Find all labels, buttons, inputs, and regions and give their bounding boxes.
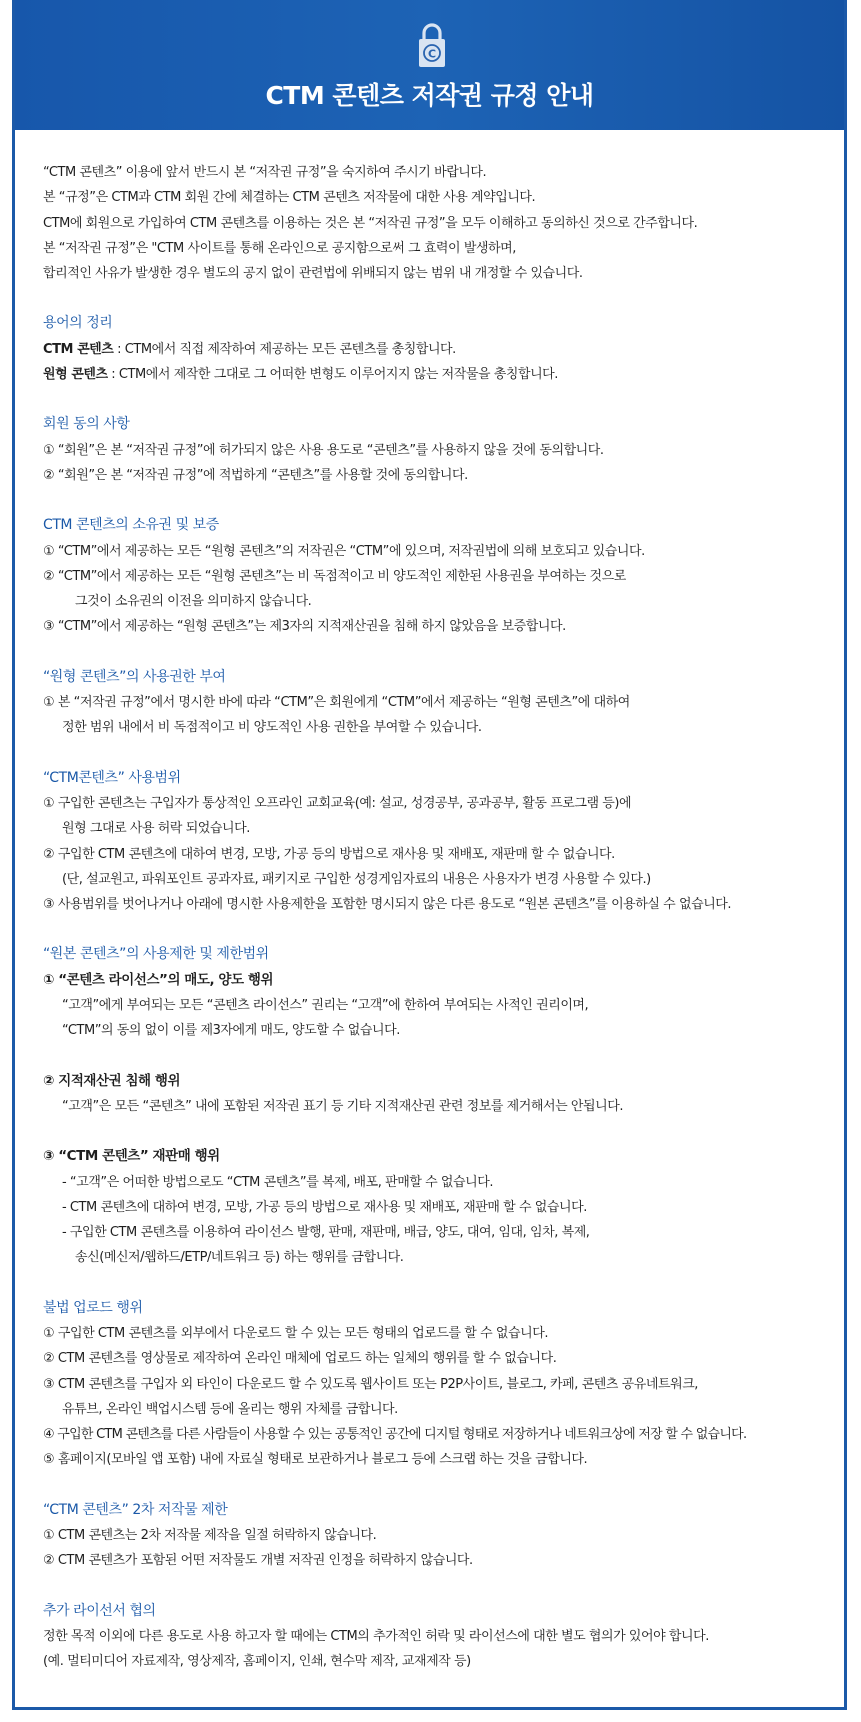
- scope-line: 원형 그대로 사용 허락 되었습니다.: [62, 821, 250, 837]
- scope-line: ③ 사용범위를 벗어나거나 아래에 명시한 사용제한을 포함한 명시되지 않은 다른 용도로 “원본 콘텐츠”를 이용하실 수 없습니다.: [43, 897, 732, 913]
- scope-line: ② 구입한 CTM 콘텐츠에 대하여 변경, 모방, 가공 등의 방법으로 재사용 및 재배포, 재판매 할 수 없습니다.: [43, 846, 615, 862]
- restrict-subheading: [43, 1144, 843, 1169]
- ownership-line: ② “CTM”에서 제공하는 모든 “원형 콘텐츠”는 비 독점적이고 비 양도적인 제한된 사용권을 부여하는 것으로: [43, 568, 626, 584]
- intro-line: 합리적인 사유가 발생한 경우 별도의 공지 없이 관련법에 위배되지 않는 범위 내 개정할 수 있습니다.: [43, 266, 583, 282]
- ownership-line: 그것이 소유권의 이전을 의미하지 않습니다.: [75, 594, 312, 610]
- ownership-line: ① “CTM”에서 제공하는 모든 “원형 콘텐츠”의 저작권은 “CTM”에 있으며, 저작권법에 의해 보호되고 있습니다.: [43, 543, 645, 559]
- intro-line: 본 “저작권 규정”은 "CTM 사이트를 통해 온라인으로 공지함으로써 그 효력이 발생하며,: [43, 240, 516, 256]
- upload-line: ③ CTM 콘텐츠를 구입자 외 타인이 다운로드 할 수 있도록 웹사이트 또는 P2P사이트, 블로그, 카페, 콘텐츠 공유네트워크,: [43, 1376, 698, 1392]
- license-line: (예. 멀티미디어 자료제작, 영상제작, 홈페이지, 인쇄, 현수막 제작, 교재제작 등): [43, 1654, 471, 1670]
- term-ctm: [43, 337, 843, 362]
- page-frame: [12, 0, 847, 1710]
- grant-line: 정한 범위 내에서 비 독점적이고 비 양도적인 사용 권한을 부여할 수 있습니다.: [62, 720, 482, 736]
- upload-line: ② CTM 콘텐츠를 영상물로 제작하여 온라인 매체에 업로드 하는 일체의 행위를 할 수 없습니다.: [43, 1351, 557, 1367]
- lock-copyright-icon: [417, 20, 447, 70]
- term-text: : CTM에서 제작한 그대로 그 어떠한 변형도 이루어지지 않는 저작물을 총칭합니다.: [107, 367, 558, 383]
- restrict-sub-title: 지적재산권 침해 행위: [58, 1072, 181, 1089]
- header-banner: [15, 0, 844, 130]
- section-heading-scope: “CTM콘텐츠” 사용범위: [43, 769, 181, 786]
- upload-line: ① 구입한 CTM 콘텐츠를 외부에서 다운로드 할 수 있는 모든 형태의 업로드를 할 수 없습니다.: [43, 1325, 548, 1341]
- term-original: [43, 362, 843, 387]
- section-heading-upload: 불법 업로드 행위: [43, 1299, 143, 1316]
- svg-text:C: C: [427, 47, 437, 61]
- page-title: CTM 콘텐츠 저작권 규정 안내: [265, 81, 594, 110]
- upload-line: ④ 구입한 CTM 콘텐츠를 다른 사람들이 사용할 수 있는 공통적인 공간에 디지털 형태로 저장하거나 네트워크상에 저장 할 수 없습니다.: [43, 1427, 747, 1443]
- consent-line: ① “회원”은 본 “저작권 규정”에 허가되지 않은 사용 용도로 “콘텐츠”를 사용하지 않을 것에 동의합니다.: [43, 442, 604, 458]
- restrict-line: 송신(메신저/웹하드/ETP/네트워크 등) 하는 행위를 금합니다.: [75, 1250, 404, 1266]
- restrict-sub-num: ②: [43, 1072, 59, 1089]
- section-heading-license: 추가 라이선서 협의: [43, 1602, 156, 1619]
- restrict-line: - CTM 콘텐츠에 대하여 변경, 모방, 가공 등의 방법으로 재사용 및 재배포, 재판매 할 수 없습니다.: [62, 1199, 587, 1215]
- restrict-sub-num: ①: [43, 971, 59, 988]
- document-body: [43, 160, 843, 1675]
- restrict-line: “고객”에게 부여되는 모든 “콘텐츠 라이선스” 권리는 “고객”에 한하여 부여되는 사적인 권리이며,: [62, 998, 589, 1014]
- section-heading-derivative: “CTM 콘텐츠” 2차 저작물 제한: [43, 1501, 228, 1518]
- ownership-line: ③ “CTM”에서 제공하는 “원형 콘텐츠”는 제3자의 지적재산권을 침해 하지 않았음을 보증합니다.: [43, 619, 566, 635]
- section-heading-restrict: “원본 콘텐츠”의 사용제한 및 제한범위: [43, 946, 269, 963]
- section-heading-terms: 용어의 정리: [43, 315, 113, 332]
- intro-line: CTM에 회원으로 가입하여 CTM 콘텐츠를 이용하는 것은 본 “저작권 규정”을 모두 이해하고 동의하신 것으로 간주합니다.: [43, 215, 698, 231]
- upload-line: 유튜브, 온라인 백업시스템 등에 올리는 행위 자체를 금합니다.: [62, 1401, 398, 1417]
- section-heading-consent: 회원 동의 사항: [43, 416, 130, 433]
- restrict-line: - “고객”은 어떠한 방법으로도 “CTM 콘텐츠”를 복제, 배포, 판매할 수 없습니다.: [62, 1174, 494, 1190]
- restrict-subheading: [43, 1069, 843, 1094]
- section-heading-ownership: CTM 콘텐츠의 소유권 및 보증: [43, 517, 219, 534]
- upload-line: ⑤ 홈페이지(모바일 앱 포함) 내에 자료실 형태로 보관하거나 블로그 등에 스크랩 하는 것을 금합니다.: [43, 1452, 588, 1468]
- restrict-sub-title: “CTM 콘텐츠” 재판매 행위: [58, 1148, 220, 1165]
- scope-line: ① 구입한 콘텐츠는 구입자가 통상적인 오프라인 교회교육(예: 설교, 성경공부, 공과공부, 활동 프로그램 등)에: [43, 795, 632, 811]
- section-heading-grant: “원형 콘텐츠”의 사용권한 부여: [43, 668, 226, 685]
- intro-line: 본 “규정”은 CTM과 CTM 회원 간에 체결하는 CTM 콘텐츠 저작물에 대한 사용 계약입니다.: [43, 190, 536, 206]
- scope-line: (단, 설교원고, 파워포인트 공과자료, 패키지로 구입한 성경게임자료의 내용은 사용자가 변경 사용할 수 있다.): [62, 871, 651, 887]
- license-line: 정한 목적 이외에 다른 용도로 사용 하고자 할 때에는 CTM의 추가적인 허락 및 라이선스에 대한 별도 협의가 있어야 합니다.: [43, 1628, 709, 1644]
- grant-line: ① 본 “저작권 규정”에서 명시한 바에 따라 “CTM”은 회원에게 “CTM”에서 제공하는 “원형 콘텐츠”에 대하여: [43, 695, 630, 711]
- derivative-line: ② CTM 콘텐츠가 포함된 어떤 저작물도 개별 저작권 인정을 허락하지 않습니다.: [43, 1553, 473, 1569]
- term-text: : CTM에서 직접 제작하여 제공하는 모든 콘텐츠를 총칭합니다.: [113, 341, 456, 357]
- intro-line: “CTM 콘텐츠” 이용에 앞서 반드시 본 “저작권 규정”을 숙지하여 주시기 바랍니다.: [43, 165, 487, 180]
- restrict-line: “CTM”의 동의 없이 이를 제3자에게 매도, 양도할 수 없습니다.: [62, 1023, 400, 1039]
- restrict-sub-num: ③: [43, 1148, 59, 1165]
- restrict-sub-title: “콘텐츠 라이선스”의 매도, 양도 행위: [58, 971, 274, 988]
- consent-line: ② “회원”은 본 “저작권 규정”에 적법하게 “콘텐츠”를 사용할 것에 동의합니다.: [43, 467, 468, 483]
- restrict-subheading: [43, 968, 843, 993]
- term-label: CTM 콘텐츠: [43, 341, 114, 357]
- term-label: 원형 콘텐츠: [43, 367, 108, 383]
- restrict-line: “고객”은 모든 “콘텐츠” 내에 포함된 저작권 표기 등 기타 지적재산권 관련 정보를 제거해서는 안됩니다.: [62, 1098, 624, 1114]
- derivative-line: ① CTM 콘텐츠는 2차 저작물 제작을 일절 허락하지 않습니다.: [43, 1528, 377, 1544]
- restrict-line: - 구입한 CTM 콘텐츠를 이용하여 라이선스 발행, 판매, 재판매, 배급, 양도, 대여, 임대, 임차, 복제,: [62, 1225, 590, 1241]
